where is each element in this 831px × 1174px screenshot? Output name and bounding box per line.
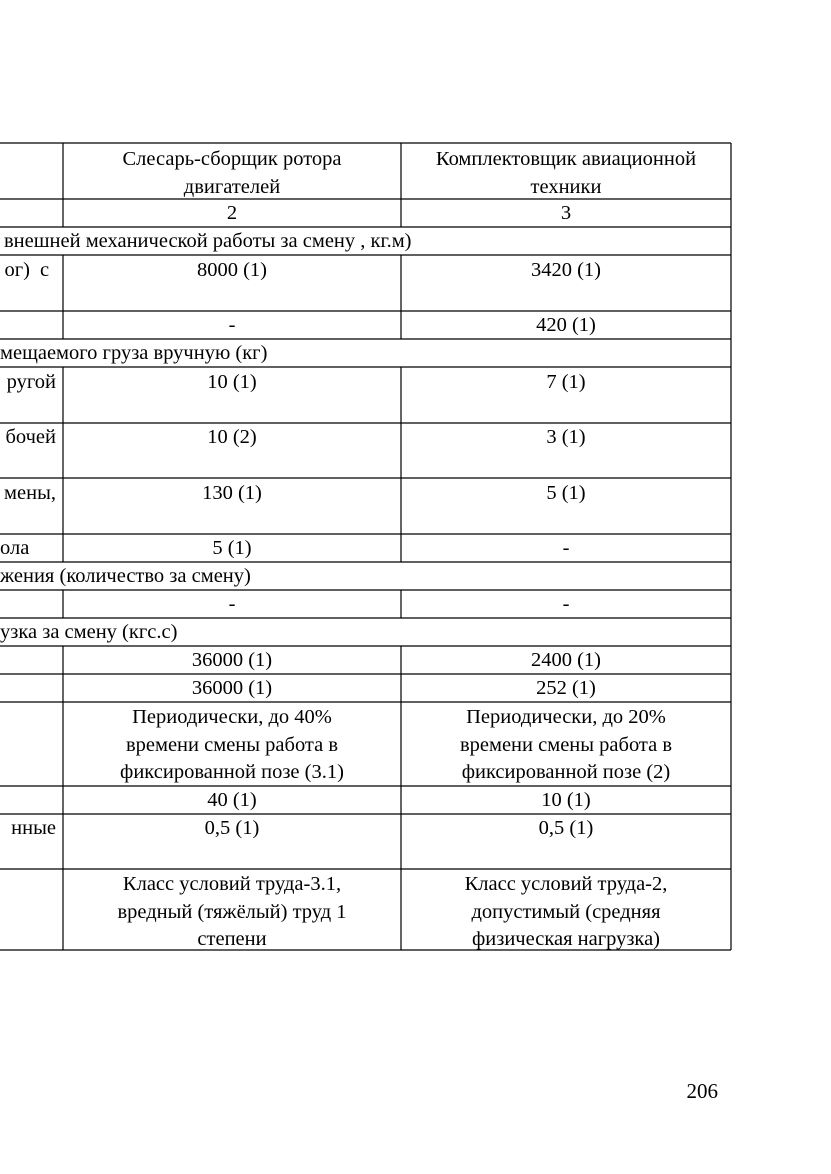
section-heading-movements: жения (количество за смену) bbox=[0, 565, 251, 587]
table-cell: Периодически, до 20% времени смены работа в фиксированной позе (2) bbox=[459, 706, 673, 783]
table-cell: 2400 (1) bbox=[530, 649, 602, 671]
row-label: ог) bbox=[4, 259, 30, 281]
table-cell: 5 (1) bbox=[546, 482, 586, 504]
table-cell: - bbox=[562, 593, 570, 615]
table-cell: 0,5 (1) bbox=[538, 817, 594, 839]
table-cell: 36000 (1) bbox=[191, 649, 273, 671]
table-cell: 36000 (1) bbox=[191, 677, 273, 699]
row-label: бочей bbox=[5, 426, 56, 448]
table-cell: 420 (1) bbox=[536, 314, 596, 336]
table-cell: 8000 (1) bbox=[196, 259, 268, 281]
table-cell: 40 (1) bbox=[207, 789, 257, 811]
table-cell: 5 (1) bbox=[212, 537, 252, 559]
row-label: нные bbox=[11, 817, 56, 839]
section-heading-manual-load: мещаемого груза вручную (кг) bbox=[0, 342, 268, 364]
column-number-2: 2 bbox=[226, 202, 238, 224]
row-label: ругой bbox=[6, 371, 56, 393]
table-cell: Класс условий труда-3.1, вредный (тяжёлый) труд 1 степени bbox=[117, 873, 347, 950]
table-cell: 3420 (1) bbox=[530, 259, 602, 281]
row-label: с bbox=[40, 259, 50, 281]
column-number-3: 3 bbox=[560, 202, 572, 224]
page-number: 206 bbox=[686, 1079, 718, 1103]
section-heading-mechanical-work: внешней механической работы за смену , кг.м) bbox=[4, 230, 412, 252]
table-cell: - bbox=[228, 314, 236, 336]
table-cell: Периодически, до 40% времени смены работа в фиксированной позе (3.1) bbox=[120, 706, 344, 783]
table-cell: 7 (1) bbox=[546, 371, 586, 393]
table-cell: - bbox=[562, 537, 570, 559]
table-cell: - bbox=[228, 593, 236, 615]
section-heading-static-load: узка за смену (кгс.с) bbox=[0, 621, 178, 643]
table-cell: 0,5 (1) bbox=[204, 817, 260, 839]
row-label: ола bbox=[0, 537, 30, 559]
table-cell: 130 (1) bbox=[202, 482, 262, 504]
header-col3: Комплектовщик авиационной техники bbox=[435, 148, 697, 198]
header-col2: Слесарь-сборщик ротора двигателей bbox=[122, 148, 342, 198]
table-cell: 10 (1) bbox=[207, 371, 257, 393]
table-cell: 252 (1) bbox=[536, 677, 596, 699]
table-cell: 3 (1) bbox=[546, 426, 586, 448]
row-label: мены, bbox=[4, 482, 56, 504]
table-cell: 10 (2) bbox=[207, 426, 257, 448]
table-cell: Класс условий труда-2, допустимый (средняя физическая нагрузка) bbox=[464, 873, 668, 950]
table-cell: 10 (1) bbox=[541, 789, 591, 811]
